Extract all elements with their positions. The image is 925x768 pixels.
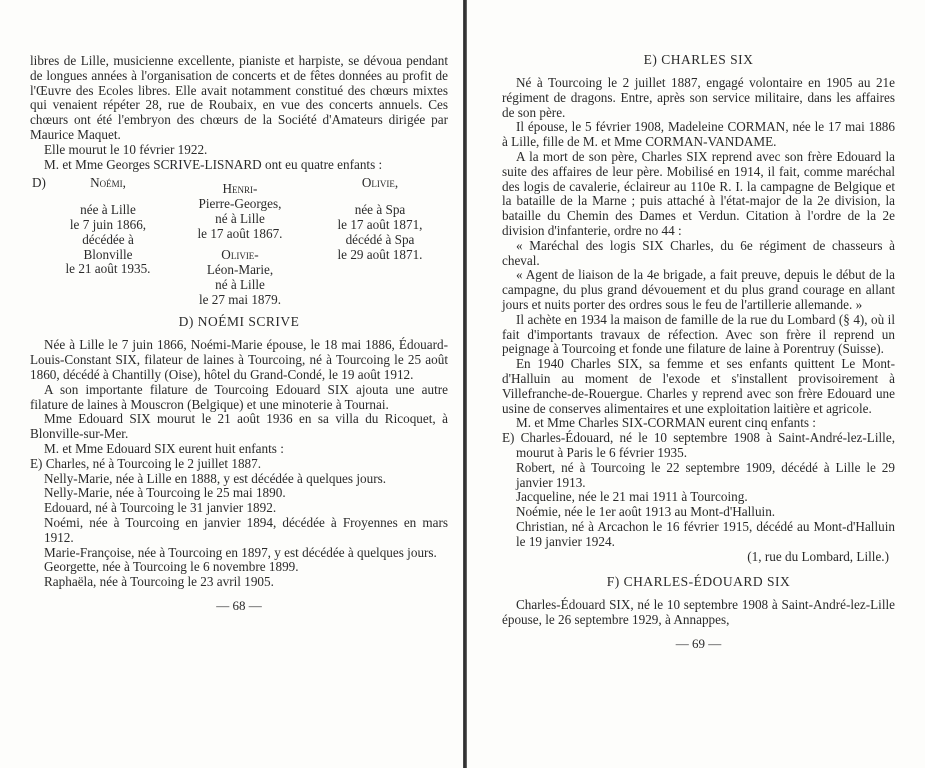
- child-name: Pierre-Georges,: [198, 196, 282, 212]
- list-item: Marie-Françoise, née à Tourcoing en 1897, y est décédée à quelques jours.: [44, 544, 437, 560]
- list-item: E) Charles-Édouard, né le 10 septembre 1908 à Saint-André-lez-Lille, mourut à Paris le 6 février 1935.: [502, 430, 895, 460]
- right-page: [470, 0, 925, 768]
- paragraph: libres de Lille, musicienne excellente, pianiste et harpiste, se dévoua pendant de longues années à l'organisation de concerts et de fêtes données au profit de l'Œuvre des Ecoles libres. Elle avait notamment constitué des chœurs mixtes qui venaient répéter 28, rue de Roubaix, en vue des concerts annuels. Ces chœurs ont été l'embryon des chœurs de la Société d'Amateurs dirigée par Maurice Maquet.: [30, 53, 448, 142]
- child-line: le 17 août 1871,: [337, 216, 423, 232]
- list-item: Georgette, née à Tourcoing le 6 novembre 1899.: [44, 559, 299, 575]
- children-list: [502, 431, 895, 549]
- paragraph: M. et Mme Georges SCRIVE-LISNARD ont eu quatre enfants :: [44, 156, 383, 172]
- children-list: [30, 457, 448, 590]
- list-item: Edouard, né à Tourcoing le 31 janvier 1892.: [44, 500, 277, 516]
- section-heading: F) CHARLES-ÉDOUARD SIX: [606, 574, 791, 590]
- child-line: décédée à Blonville: [82, 231, 134, 262]
- paragraph: A la mort de son père, Charles SIX reprend avec son frère Edouard la suite des affaires de leur père. Mobilisé en 1914, il fait, comme maréchal des logis de cavalerie, éclaireur au 110e R. I. la campagne de Belgique et la bataille de la Marne ; puis attaché à l'état-major de la 2e division, la bataille du Chemin des Dames et Verdun. Citation à l'ordre de la 2e division d'infanterie, ordre no 44 :: [502, 148, 895, 238]
- paragraph: « Maréchal des logis SIX Charles, du 6e régiment de chasseurs à cheval.: [502, 237, 895, 268]
- child-line: né à Lille: [215, 210, 265, 226]
- list-item: Jacqueline, née le 21 mai 1911 à Tourcoing.: [516, 489, 748, 505]
- paragraph: Elle mourut le 10 février 1922.: [44, 141, 208, 157]
- page-number: — 69 —: [675, 635, 722, 651]
- child-line: le 27 mai 1879.: [198, 291, 282, 307]
- paragraph: « Agent de liaison de la 4e brigade, a fait preuve, depuis le début de la campagne, du plus grand dévouement et du plus grand courage en allant jours et nuits porter des ordres sous le feu de l'artillerie allemande. »: [502, 267, 895, 312]
- list-item: E) Charles, né à Tourcoing le 2 juillet 1887.: [30, 455, 262, 471]
- child-olivie: [320, 176, 440, 262]
- child-line: né à Lille: [215, 276, 265, 292]
- child-line: née à Lille: [80, 202, 136, 218]
- list-item: Nelly-Marie, née à Tourcoing le 25 mai 1890.: [44, 485, 286, 501]
- list-item: Noémie, née le 1er août 1913 au Mont-d'Halluin.: [516, 504, 776, 520]
- child-d-label: D): [32, 175, 46, 191]
- address: (1, rue du Lombard, Lille.): [747, 548, 889, 564]
- list-item: Noémi, née à Tourcoing en janvier 1894, décédée à Froyennes en mars 1912.: [44, 514, 448, 545]
- list-item: Robert, né à Tourcoing le 22 septembre 1909, décédé à Lille le 29 janvier 1913.: [516, 459, 895, 490]
- paragraph: Il épouse, le 5 février 1908, Madeleine CORMAN, née le 17 mai 1886 à Lille, fille de M. et Mme CORMAN-VANDAME.: [502, 119, 895, 150]
- list-item: Christian, né à Arcachon le 16 février 1915, décédé au Mont-d'Halluin le 19 janvier 1924.: [516, 518, 895, 549]
- children-grid: [30, 172, 448, 307]
- child-line: le 21 août 1935.: [65, 261, 151, 277]
- list-item: Nelly-Marie, née à Lille en 1888, y est décédée à quelques jours.: [44, 470, 387, 486]
- child-name: Noémi,: [90, 175, 126, 191]
- child-line: le 7 juin 1866,: [69, 216, 147, 232]
- child-henri: [180, 182, 300, 241]
- child-line: décédé à Spa: [345, 231, 415, 247]
- child-line: le 17 août 1867.: [197, 225, 283, 241]
- right-body: [502, 76, 895, 431]
- section-heading: E) CHARLES SIX: [643, 52, 754, 67]
- child-name: Léon-Marie,: [206, 262, 274, 278]
- paragraph: En 1940 Charles SIX, sa femme et ses enfants quittent Le Mont-d'Halluin au moment de l'exode et s'installent provisoirement à Villefranche-de-Rouergue. Charles y reprend avec son frère Edouard une usine de conserves alimentaires et une exploitation laitière et agricole.: [502, 356, 895, 416]
- child-name: Olivie,: [361, 175, 399, 191]
- paragraph: M. et Mme Edouard SIX eurent huit enfants :: [44, 440, 284, 456]
- paragraph: Il achète en 1934 la maison de famille de la rue du Lombard (§ 4), où il fait d'importants travaux de réfection. Avec son frère il reprend un peignage à Tourcoing et fonde une filature de laine à Porentruy (Suisse).: [502, 311, 895, 357]
- section-heading: D) NOÉMI SCRIVE: [178, 314, 300, 330]
- paragraph: Née à Lille le 7 juin 1866, Noémi-Marie épouse, le 18 mai 1886, Édouard-Louis-Constant SIX, filateur de laines à Tourcoing, né à Tourcoing le 25 août 1860, décédé à Chantilly (Oise), hôtel du Grand-Condé, le 19 août 1912.: [30, 337, 448, 382]
- book-gutter: [463, 0, 467, 768]
- left-page: [0, 0, 462, 768]
- child-name: Olivie-: [221, 247, 259, 263]
- paragraph: A son importante filature de Tourcoing Edouard SIX ajouta une autre filature de laines à Mouscron (Belgique) et une minoterie à Tournai.: [30, 381, 448, 412]
- paragraph: Charles-Édouard SIX, né le 10 septembre 1908 à Saint-André-lez-Lille épouse, le 26 septembre 1929, à Annappes,: [502, 597, 895, 628]
- list-item: Raphaëla, née à Tourcoing le 23 avril 1905.: [44, 574, 274, 590]
- child-line: le 29 août 1871.: [337, 246, 423, 262]
- page-number: — 68 —: [216, 597, 262, 613]
- child-name: Henri-: [222, 181, 258, 197]
- child-olivie-leon: [180, 248, 300, 307]
- paragraph: Né à Tourcoing le 2 juillet 1887, engagé volontaire en 1905 au 21e régiment de dragons. Entre, après son service militaire, dans les affaires de son père.: [502, 75, 895, 120]
- child-line: née à Spa: [354, 202, 406, 218]
- left-intro: [30, 54, 448, 172]
- paragraph: Mme Edouard SIX mourut le 21 août 1936 en sa villa du Ricoquet, à Blonville-sur-Mer.: [30, 411, 448, 442]
- left-body: [30, 338, 448, 456]
- child-noemi: [58, 176, 158, 277]
- paragraph: M. et Mme Charles SIX-CORMAN eurent cinq enfants :: [516, 415, 816, 431]
